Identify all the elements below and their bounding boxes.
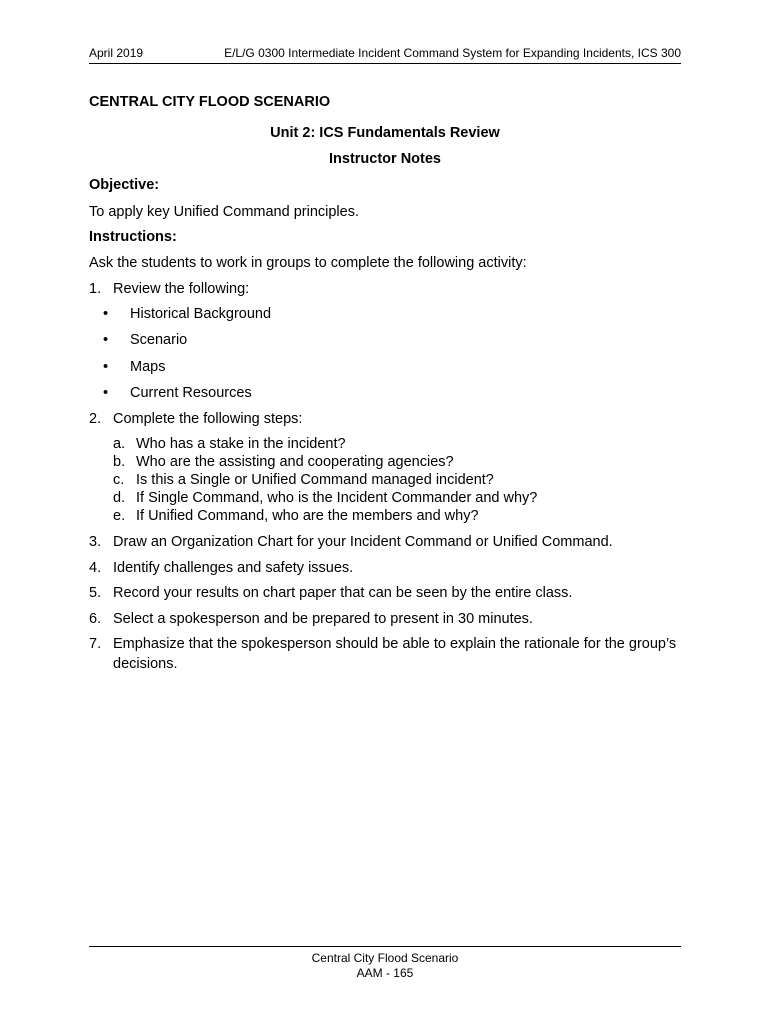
step-letter: c.: [113, 472, 125, 488]
instructor-notes-title: Instructor Notes: [329, 151, 441, 167]
list-item: [89, 634, 681, 674]
step-letter: e.: [113, 508, 126, 524]
bullet-text: Historical Background: [130, 306, 272, 322]
bullet-icon: •: [103, 306, 109, 322]
list-item-number: 7.: [89, 636, 102, 652]
unit-title: Unit 2: ICS Fundamentals Review: [270, 125, 500, 141]
header-course-title: E/L/G 0300 Intermediate Incident Command System for Expanding Incidents, ICS 300: [224, 46, 681, 60]
document-title: CENTRAL CITY FLOOD SCENARIO: [89, 94, 331, 110]
list-item-text: Record your results on chart paper that can be seen by the entire class.: [113, 585, 573, 601]
bullet-text: Scenario: [130, 332, 188, 348]
list-item-number: 4.: [89, 560, 102, 576]
list-item: [89, 609, 681, 629]
list-item-text: Complete the following steps:: [113, 411, 303, 427]
list-item-text: Emphasize that the spokesperson should be able to explain the rationale for the group’s decisions.: [113, 636, 677, 672]
page-header: [89, 43, 681, 64]
list-item-number: 6.: [89, 611, 102, 627]
bullet-icon: •: [103, 385, 109, 401]
bullet-text: Current Resources: [130, 385, 252, 401]
list-item: [89, 409, 681, 429]
header-date: April 2019: [89, 46, 144, 60]
list-item: [89, 532, 681, 552]
list-item-number: 5.: [89, 585, 102, 601]
instructions-heading: Instructions:: [89, 229, 177, 245]
step-text: Who has a stake in the incident?: [136, 436, 346, 452]
objective-text: To apply key Unified Command principles.: [89, 204, 359, 220]
list-item: [89, 279, 681, 299]
page-number: AAM - 165: [356, 966, 414, 980]
step-text: If Single Command, who is the Incident Commander and why?: [136, 490, 538, 506]
list-item-number: 1.: [89, 281, 102, 297]
list-item: [89, 583, 681, 603]
footer-title: Central City Flood Scenario: [311, 951, 459, 965]
bullet-icon: •: [103, 332, 109, 348]
list-item-text: Review the following:: [113, 281, 250, 297]
step-text: If Unified Command, who are the members and why?: [136, 508, 479, 524]
bullet-icon: •: [103, 359, 109, 375]
step-letter: a.: [113, 436, 126, 452]
bullet-text: Maps: [130, 359, 166, 375]
list-item: [89, 558, 681, 578]
step-text: Is this a Single or Unified Command managed incident?: [136, 472, 494, 488]
instructions-intro: Ask the students to work in groups to complete the following activity:: [89, 255, 527, 271]
list-item-text: Identify challenges and safety issues.: [113, 560, 354, 576]
objective-heading: Objective:: [89, 177, 160, 193]
step-text: Who are the assisting and cooperating agencies?: [136, 454, 454, 470]
list-item-text: Select a spokesperson and be prepared to present in 30 minutes.: [113, 611, 533, 627]
list-item-number: 3.: [89, 534, 102, 550]
step-letter: b.: [113, 454, 126, 470]
list-item-number: 2.: [89, 411, 102, 427]
list-item-text: Draw an Organization Chart for your Incident Command or Unified Command.: [113, 534, 613, 550]
footer-divider: [89, 946, 681, 947]
step-letter: d.: [113, 490, 126, 506]
